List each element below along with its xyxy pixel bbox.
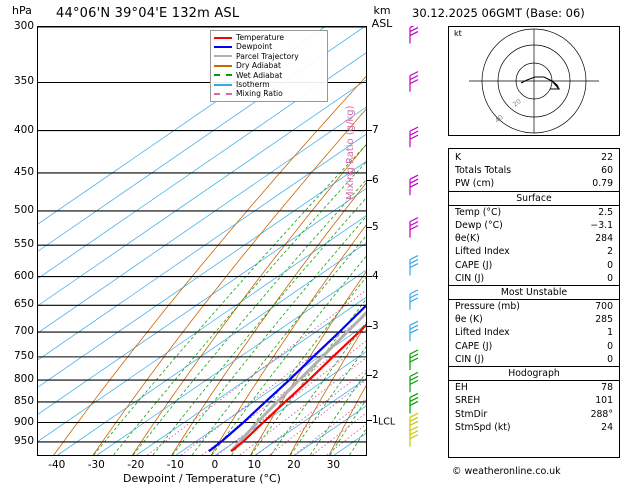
altitude-tick xyxy=(367,130,372,131)
index-name: SREH xyxy=(455,395,481,407)
table-row xyxy=(449,259,619,272)
index-value: 24 xyxy=(601,421,613,433)
table-row xyxy=(449,206,619,219)
index-value: −3.1 xyxy=(590,219,613,231)
legend-item xyxy=(214,33,324,42)
altitude-tick-label: 1 xyxy=(372,413,379,426)
table-row xyxy=(449,177,619,190)
indices-table xyxy=(448,148,620,458)
index-name: θe(K) xyxy=(455,233,480,245)
table-row xyxy=(449,340,619,353)
index-value: 700 xyxy=(595,301,613,313)
temperature-tick-label: 0 xyxy=(211,459,219,471)
index-name: PW (cm) xyxy=(455,178,495,190)
index-value: 0 xyxy=(607,340,613,352)
index-value: 0.79 xyxy=(592,178,613,190)
legend-swatch xyxy=(214,65,232,67)
index-name: Totals Totals xyxy=(455,165,512,177)
altitude-tick-label: 5 xyxy=(372,221,379,234)
altitude-tick-label: 6 xyxy=(372,173,379,186)
table-row xyxy=(449,381,619,394)
index-name: StmDir xyxy=(455,408,488,420)
temperature-tick-label: 20 xyxy=(287,459,301,471)
legend-swatch xyxy=(214,46,232,48)
index-value: 101 xyxy=(595,395,613,407)
legend-label: Temperature xyxy=(236,33,285,42)
table-row xyxy=(449,326,619,339)
pressure-tick-label: 450 xyxy=(13,165,34,178)
altitude-tick xyxy=(367,276,372,277)
index-value: 0 xyxy=(607,259,613,271)
table-row xyxy=(449,232,619,245)
index-name: CIN (J) xyxy=(455,353,485,365)
page-title: 44°06'N 39°04'E 132m ASL xyxy=(56,6,240,21)
table-row xyxy=(449,151,619,164)
temperature-tick-label: -20 xyxy=(127,459,145,471)
legend-label: Mixing Ratio xyxy=(236,89,283,99)
pressure-tick-label: 400 xyxy=(13,123,34,136)
altitude-unit-label: km xyxy=(373,4,391,17)
hodograph-unit-label: kt xyxy=(454,29,462,38)
altitude-tick-label: 2 xyxy=(372,368,379,381)
index-name: Pressure (mb) xyxy=(455,301,520,313)
index-name: Lifted Index xyxy=(455,327,510,339)
table-row xyxy=(449,300,619,313)
wind-barb-column xyxy=(396,26,436,456)
table-row xyxy=(449,272,619,285)
altitude-tick xyxy=(367,420,372,421)
temperature-tick-label: -30 xyxy=(87,459,105,471)
temperature-tick-label: 10 xyxy=(247,459,262,471)
legend-label: Parcel Trajectory xyxy=(236,51,299,61)
legend-label: Isotherm xyxy=(236,79,270,89)
index-name: K xyxy=(455,152,462,163)
table-row xyxy=(449,353,619,366)
index-value: 78 xyxy=(601,382,613,394)
legend-swatch xyxy=(214,74,232,76)
mixing-ratio-axis-label: Mixing Ratio (g/kg) xyxy=(345,105,356,200)
legend-item xyxy=(214,61,324,70)
altitude-tick-label: 4 xyxy=(372,269,379,282)
pressure-tick-label: 600 xyxy=(13,269,34,282)
legend-item xyxy=(214,80,324,89)
index-value: 288° xyxy=(590,408,613,420)
index-name: θe (K) xyxy=(455,314,483,326)
index-value: 2 xyxy=(607,246,613,258)
svg-text:20: 20 xyxy=(511,97,523,109)
pressure-tick-label: 300 xyxy=(13,20,34,32)
table-row xyxy=(449,313,619,326)
lcl-label: LCL xyxy=(378,416,396,427)
pressure-tick-label: 500 xyxy=(13,203,34,216)
index-name: CAPE (J) xyxy=(455,340,493,352)
altitude-tick xyxy=(367,375,372,376)
index-name: CIN (J) xyxy=(455,272,485,284)
altitude-tick-label: 3 xyxy=(372,319,379,332)
index-name: StmSpd (kt) xyxy=(455,421,511,433)
altitude-tick xyxy=(367,180,372,181)
legend-label: Dry Adiabat xyxy=(236,61,281,71)
legend-item xyxy=(214,71,324,80)
index-value: 284 xyxy=(595,233,613,245)
index-value: 2.5 xyxy=(598,206,613,218)
hodograph-svg xyxy=(449,27,619,135)
index-value: 0 xyxy=(607,272,613,284)
legend-swatch xyxy=(214,93,232,95)
legend-swatch xyxy=(214,37,232,39)
legend xyxy=(210,30,328,102)
table-row xyxy=(449,164,619,177)
index-value: 60 xyxy=(601,165,613,177)
section-header: Hodograph xyxy=(449,366,619,381)
index-name: Temp (°C) xyxy=(455,206,502,218)
altitude-asl-label: ASL xyxy=(371,17,393,30)
temperature-tick-label: -40 xyxy=(48,459,66,471)
forecast-datetime: 30.12.2025 06GMT (Base: 06) xyxy=(412,6,585,20)
index-value: 0 xyxy=(607,353,613,365)
legend-label: Dewpoint xyxy=(236,42,273,52)
section-header: Surface xyxy=(449,191,619,206)
table-row xyxy=(449,408,619,421)
pressure-tick-label: 350 xyxy=(13,75,34,88)
altitude-tick xyxy=(367,227,372,228)
pressure-tick-label: 700 xyxy=(13,325,34,338)
legend-swatch xyxy=(214,84,232,86)
legend-item xyxy=(214,89,324,98)
legend-item xyxy=(214,42,324,51)
index-name: Dewp (°C) xyxy=(455,219,503,231)
temperature-tick-label: -10 xyxy=(166,459,184,471)
section-header: Most Unstable xyxy=(449,285,619,300)
table-row xyxy=(449,394,619,407)
legend-label: Wet Adiabat xyxy=(236,70,283,80)
credit-label: © weatheronline.co.uk xyxy=(452,466,561,477)
legend-item xyxy=(214,52,324,61)
hodograph-panel xyxy=(448,26,620,136)
pressure-tick-label: 550 xyxy=(13,238,34,251)
legend-swatch xyxy=(214,55,232,57)
index-value: 22 xyxy=(601,152,613,163)
index-name: Lifted Index xyxy=(455,246,510,258)
altitude-tick xyxy=(367,326,372,327)
pressure-tick-label: 900 xyxy=(13,415,34,428)
index-value: 285 xyxy=(595,314,613,326)
x-axis-title: Dewpoint / Temperature (°C) xyxy=(123,472,281,485)
pressure-tick-label: 650 xyxy=(13,298,34,311)
table-row xyxy=(449,245,619,258)
index-name: CAPE (J) xyxy=(455,259,493,271)
table-row xyxy=(449,219,619,232)
index-value: 1 xyxy=(607,327,613,339)
svg-text:40: 40 xyxy=(493,113,505,125)
pressure-tick-label: 950 xyxy=(13,434,34,447)
index-name: EH xyxy=(455,382,468,394)
pressure-tick-label: 750 xyxy=(13,349,34,362)
temperature-tick-label: 30 xyxy=(326,459,341,471)
table-row xyxy=(449,421,619,434)
altitude-tick-label: 7 xyxy=(372,123,379,136)
pressure-unit-label: hPa xyxy=(12,4,32,17)
pressure-tick-label: 800 xyxy=(13,373,34,386)
pressure-tick-label: 850 xyxy=(13,394,34,407)
